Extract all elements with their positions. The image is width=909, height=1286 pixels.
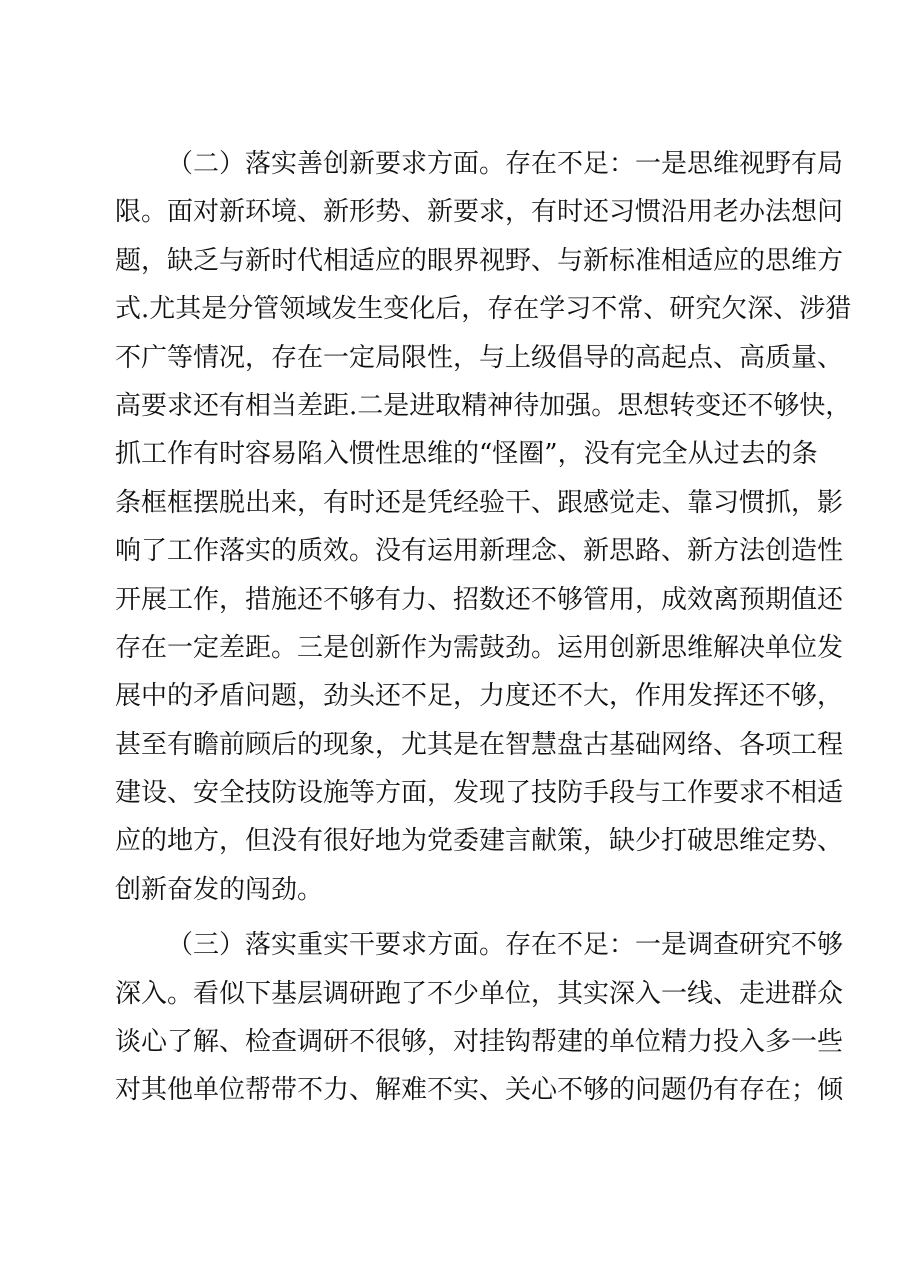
paragraph-gap bbox=[115, 914, 805, 921]
text-line: 应的地方，但没有很好地为党委建言献策，缺少打破思维定势、 bbox=[115, 826, 844, 857]
paragraph-section-2 bbox=[115, 140, 852, 914]
text-line: 抓工作有时容易陷入惯性思维的“怪圈”，没有完全从过去的条 bbox=[115, 439, 818, 470]
text-line: 高要求还有相当差距.二是进取精神待加强。思想转变还不够快， bbox=[115, 390, 852, 421]
text-line: 对其他单位帮带不力、解难不实、关心不够的问题仍有存在；倾 bbox=[115, 1075, 844, 1106]
text-line: 响了工作落实的质效。没有运用新理念、新思路、新方法创造性 bbox=[115, 536, 844, 567]
text-line: 开展工作，措施还不够有力、招数还不够管用，成效离预期值还 bbox=[115, 584, 844, 615]
text-line: 不广等情况，存在一定局限性，与上级倡导的高起点、高质量、 bbox=[115, 342, 844, 373]
text-line: （三）落实重实干要求方面。存在不足：一是调查研究不够 bbox=[167, 930, 844, 961]
text-line: 建设、安全技防设施等方面，发现了技防手段与工作要求不相适 bbox=[115, 778, 844, 809]
text-line: 深入。看似下基层调研跑了不少单位，其实深入一线、走进群众 bbox=[115, 978, 844, 1009]
paragraph-section-3 bbox=[115, 921, 844, 1115]
text-line: 创新奋发的闯劲。 bbox=[115, 874, 324, 905]
text-line: 甚至有瞻前顾后的现象，尤其是在智慧盘古基础网络、各项工程 bbox=[115, 729, 844, 760]
text-line: 展中的矛盾问题，劲头还不足，力度还不大，作用发挥还不够， bbox=[115, 681, 844, 712]
text-line: 限。面对新环境、新形势、新要求，有时还习惯沿用老办法想问 bbox=[115, 197, 844, 228]
text-line: 谈心了解、检查调研不很够，对挂钩帮建的单位精力投入多一些 bbox=[115, 1027, 844, 1058]
text-line: 存在一定差距。三是创新作为需鼓劲。运用创新思维解决单位发 bbox=[115, 632, 844, 663]
text-line: （二）落实善创新要求方面。存在不足：一是思维视野有局 bbox=[167, 149, 844, 179]
text-line: 式.尤其是分管领域发生变化后，存在学习不常、研究欠深、涉猎 bbox=[115, 294, 852, 325]
text-line: 题，缺乏与新时代相适应的眼界视野、与新标准相适应的思维方 bbox=[115, 245, 844, 276]
text-line: 条框框摆脱出来，有时还是凭经验干、跟感觉走、靠习惯抓，影 bbox=[115, 487, 844, 518]
document-body bbox=[115, 140, 852, 1115]
